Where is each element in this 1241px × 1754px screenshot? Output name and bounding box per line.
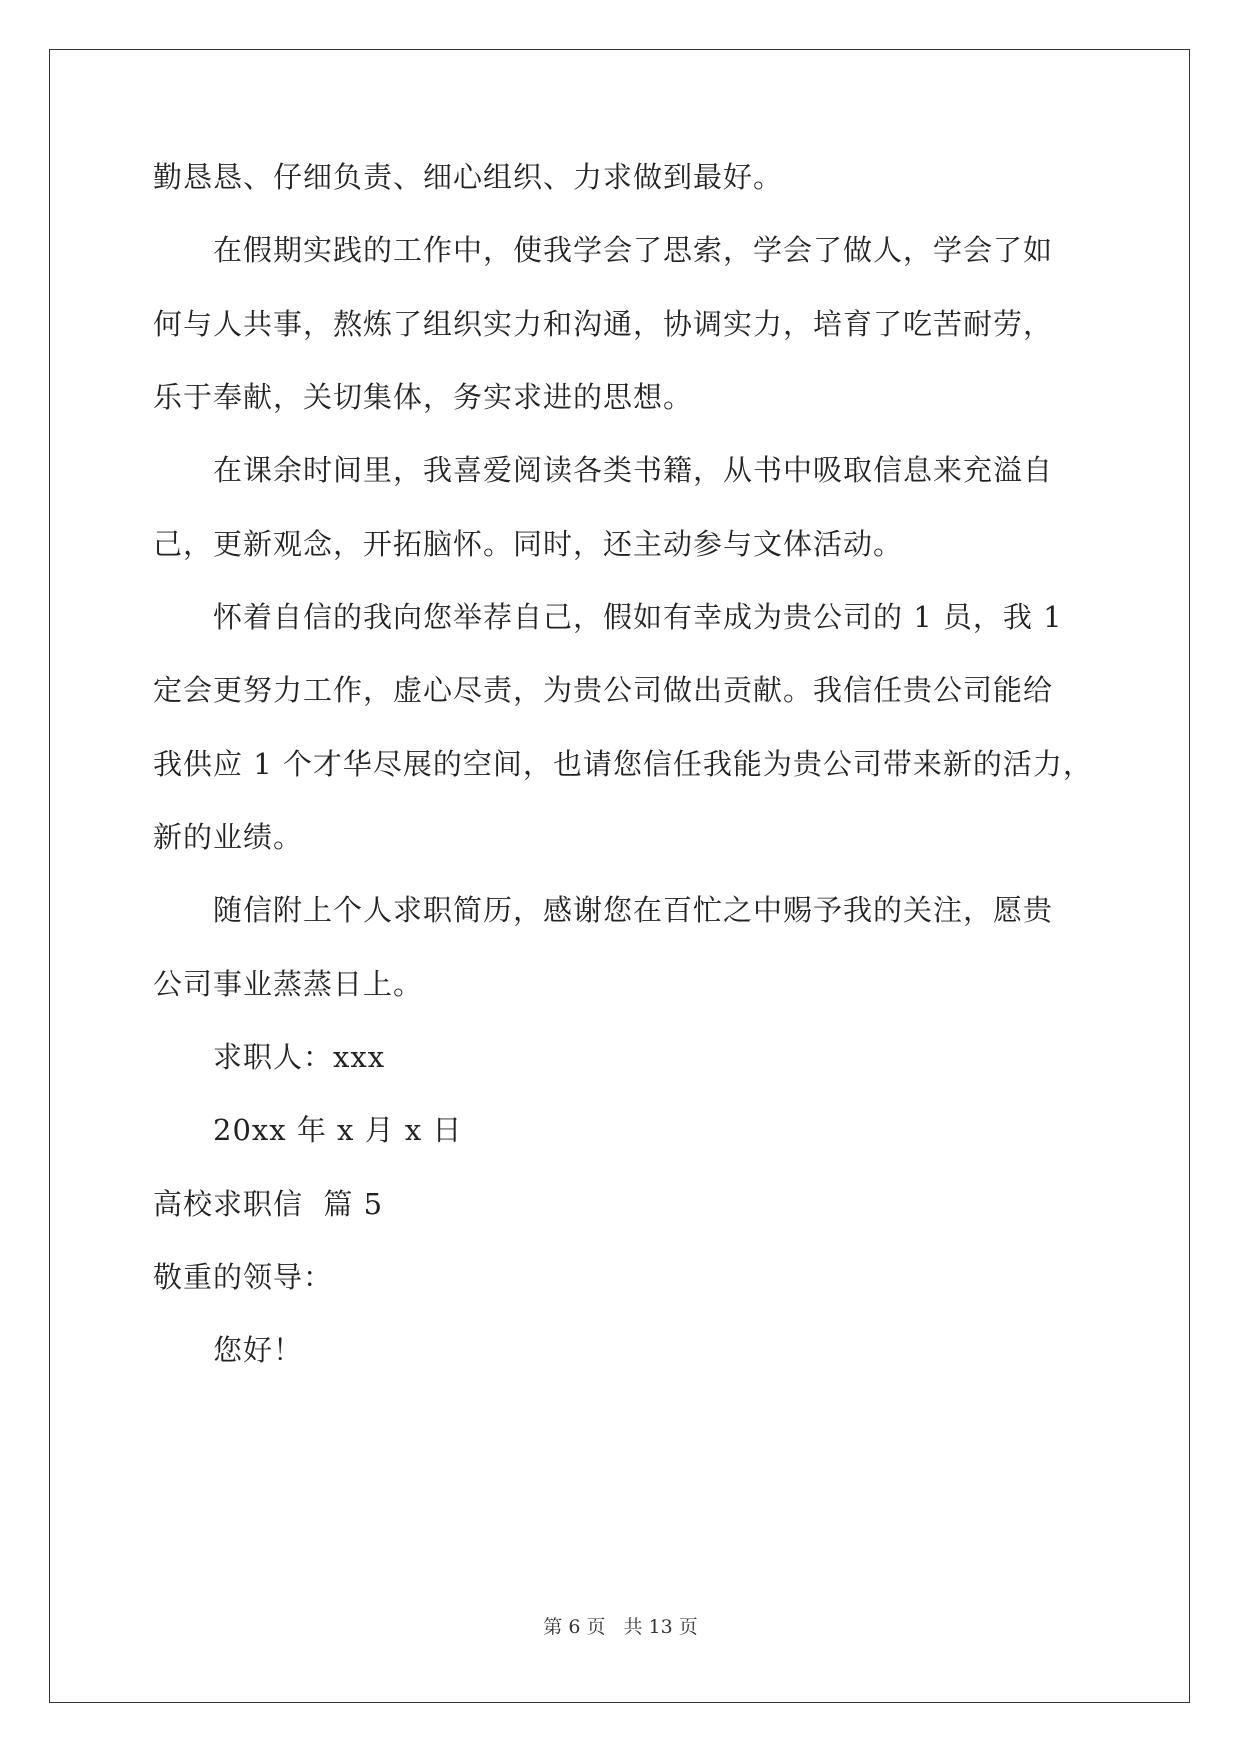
paragraph-line: 随信附上个人求职简历，感谢您在百忙之中赐予我的关注，愿贵 [213,893,1054,927]
paragraph-line: 在课余时间里，我喜爱阅读各类书籍，从书中吸取信息来充溢自 [213,453,1054,487]
paragraph-line: 怀着自信的我向您举荐自己，假如有幸成为贵公司的 1 员，我 1 [213,600,1063,634]
text-line: 乐于奉献，关切集体，务实求进的思想。 [153,380,694,414]
paragraph-line: 在假期实践的工作中，使我学会了思索，学会了做人，学会了如 [213,233,1054,267]
text-line: 勤恳恳、仔细负责、细心组织、力求做到最好。 [153,160,784,194]
text-line: 己，更新观念，开拓脑怀。同时，还主动参与文体活动。 [153,527,904,561]
text-line: 新的业绩。 [153,820,304,854]
text-line: 定会更努力工作，虚心尽责，为贵公司做出贡献。我信任贵公司能给 [153,673,1054,707]
page-border [49,49,1190,1703]
section-heading: 高校求职信 篇 5 [153,1187,384,1221]
text-line: 公司事业蒸蒸日上。 [153,967,424,1001]
page-footer [0,1612,1241,1639]
salutation: 敬重的领导： [153,1260,334,1294]
text-line: 何与人共事，熬炼了组织实力和沟通，协调实力，培育了吃苦耐劳， [153,307,1054,341]
greeting: 您好！ [213,1333,304,1367]
page-total: 共 13 页 [623,1616,698,1638]
signature-name: 求职人：xxx [213,1040,386,1074]
signature-date: 20xx 年 x 月 x 日 [213,1113,463,1147]
text-line: 我供应 1 个才华尽展的空间，也请您信任我能为贵公司带来新的活力， [153,747,1093,781]
page-number: 第 6 页 [543,1616,606,1638]
